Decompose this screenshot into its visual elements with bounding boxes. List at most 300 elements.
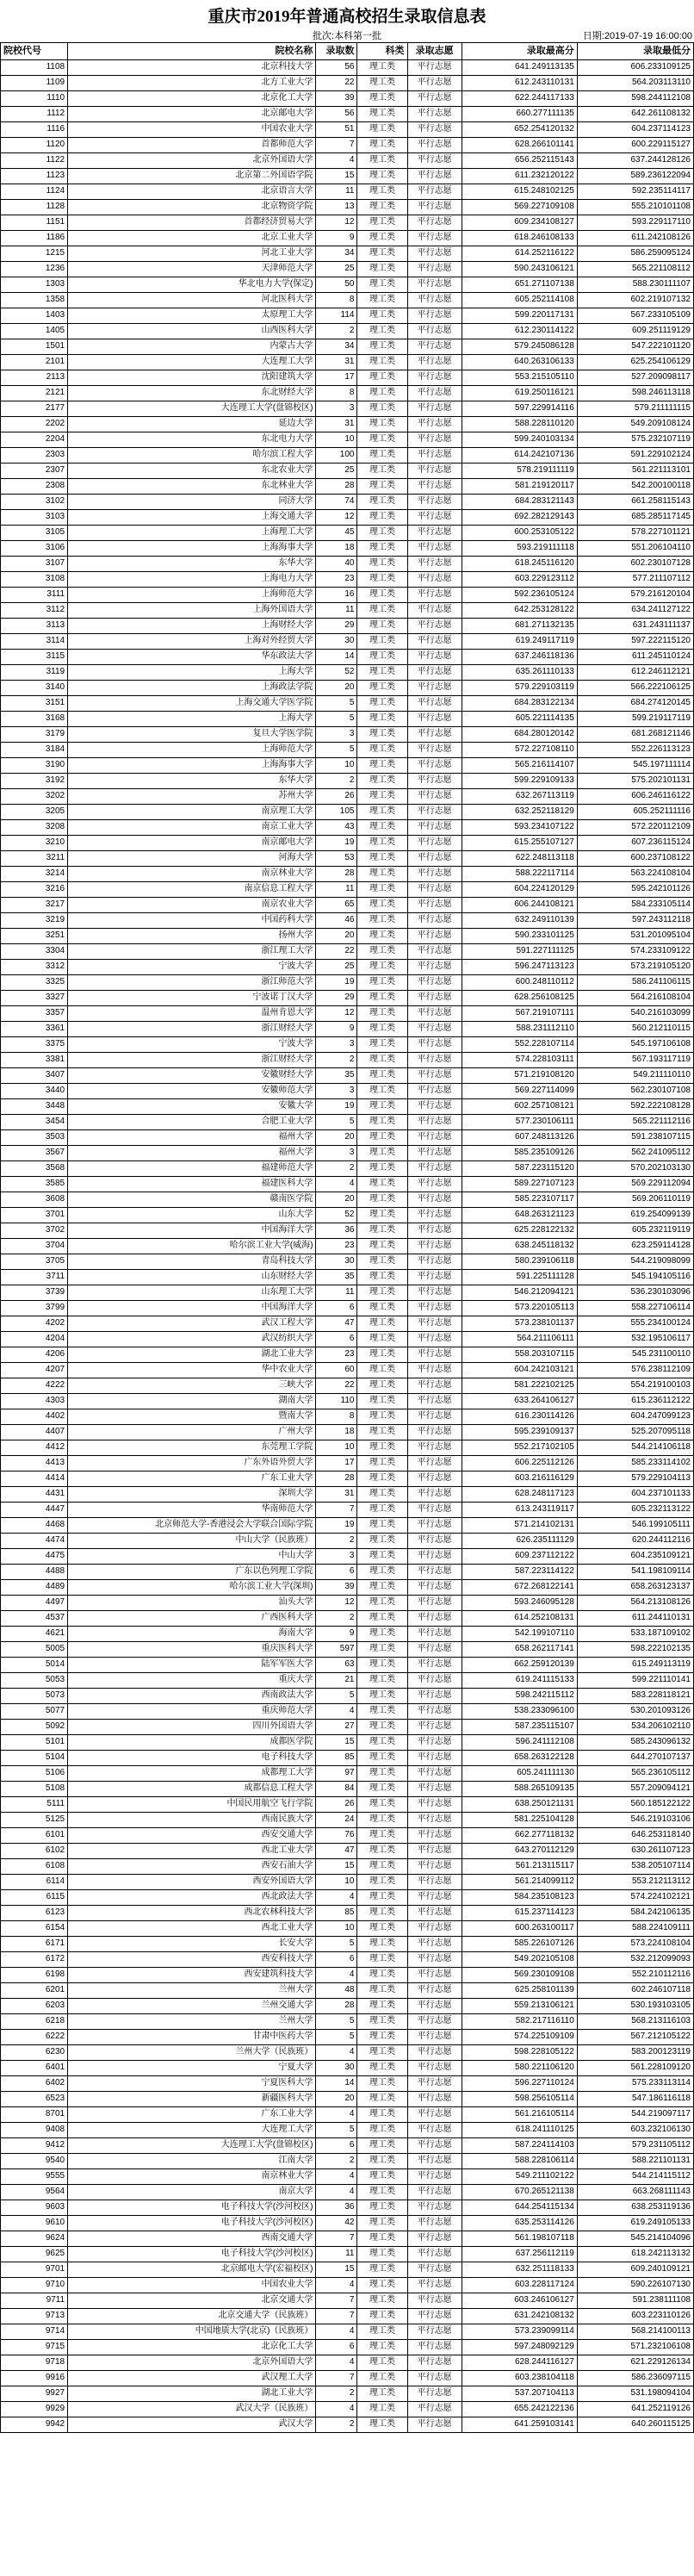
cell-name: 上海财经大学 — [68, 618, 316, 633]
cell-count: 25 — [316, 463, 357, 478]
cell-count: 9 — [316, 1626, 357, 1641]
cell-code: 3114 — [1, 633, 68, 649]
table-row — [1, 2370, 694, 2386]
cell-code: 3205 — [1, 804, 68, 819]
cell-name: 北京交通大学（民族班） — [68, 2308, 316, 2324]
cell-count: 15 — [316, 1734, 357, 1750]
cell-count: 22 — [316, 943, 357, 959]
cell-kind: 理工类 — [357, 2386, 407, 2401]
cell-lowest: 564.216108104 — [577, 990, 693, 1005]
cell-name: 成都理工大学 — [68, 1765, 316, 1781]
table-row — [1, 649, 694, 664]
cell-count: 28 — [316, 1998, 357, 2013]
cell-name: 北方工业大学 — [68, 75, 316, 90]
cell-name: 大连理工大学 — [68, 354, 316, 370]
cell-volunteer: 平行志愿 — [407, 1455, 462, 1471]
cell-name: 上海交通大学医学院 — [68, 695, 316, 711]
cell-count: 19 — [316, 835, 357, 850]
cell-volunteer: 平行志愿 — [407, 1176, 462, 1192]
cell-name: 河海大学 — [68, 850, 316, 866]
cell-kind: 理工类 — [357, 509, 407, 525]
cell-name: 山东财经大学 — [68, 1269, 316, 1285]
cell-name: 河北医科大学 — [68, 292, 316, 308]
cell-highest: 631.242108132 — [462, 2308, 577, 2324]
cell-lowest: 546.199105111 — [577, 1517, 693, 1533]
cell-count: 56 — [316, 59, 357, 75]
cell-name: 湖北工业大学 — [68, 1347, 316, 1362]
cell-volunteer: 平行志愿 — [407, 1905, 462, 1920]
table-row — [1, 835, 694, 850]
cell-count: 2 — [316, 1160, 357, 1176]
table-header-row — [1, 42, 694, 59]
cell-name: 兰州交通大学 — [68, 1998, 316, 2013]
cell-kind: 理工类 — [357, 1471, 407, 1486]
cell-count: 8 — [316, 1409, 357, 1424]
cell-lowest: 600.237108122 — [577, 850, 693, 866]
cell-code: 3568 — [1, 1160, 68, 1176]
table-row — [1, 463, 694, 478]
cell-volunteer: 平行志愿 — [407, 323, 462, 339]
cell-code: 3214 — [1, 866, 68, 881]
cell-lowest: 542.200100118 — [577, 478, 693, 494]
cell-volunteer: 平行志愿 — [407, 819, 462, 835]
cell-volunteer: 平行志愿 — [407, 137, 462, 152]
cell-lowest: 603.232106130 — [577, 2122, 693, 2137]
cell-lowest: 536.230103096 — [577, 1285, 693, 1300]
cell-kind: 理工类 — [357, 1098, 407, 1114]
cell-lowest: 532.212099093 — [577, 1951, 693, 1967]
cell-lowest: 619.249105133 — [577, 2215, 693, 2231]
cell-name: 广东以色列理工学院 — [68, 1564, 316, 1579]
cell-highest: 585.226107126 — [462, 1936, 577, 1951]
cell-name: 重庆大学 — [68, 1672, 316, 1688]
cell-count: 25 — [316, 959, 357, 974]
table-row — [1, 540, 694, 556]
cell-kind: 理工类 — [357, 1750, 407, 1765]
cell-name: 沈阳建筑大学 — [68, 370, 316, 385]
table-row — [1, 1672, 694, 1688]
cell-code: 3112 — [1, 602, 68, 618]
cell-kind: 理工类 — [357, 1719, 407, 1734]
cell-highest: 581.219120117 — [462, 478, 577, 494]
table-row — [1, 1812, 694, 1827]
cell-lowest: 577.211107112 — [577, 571, 693, 587]
cell-lowest: 565.236105112 — [577, 1765, 693, 1781]
cell-highest: 580.221106120 — [462, 2060, 577, 2075]
cell-lowest: 558.227106114 — [577, 1300, 693, 1316]
table-row — [1, 1021, 694, 1036]
cell-highest: 652.254120132 — [462, 121, 577, 137]
cell-volunteer: 平行志愿 — [407, 121, 462, 137]
cell-code: 6102 — [1, 1843, 68, 1858]
cell-count: 12 — [316, 1005, 357, 1021]
cell-count: 47 — [316, 1843, 357, 1858]
cell-name: 西安科技大学 — [68, 1951, 316, 1967]
cell-count: 17 — [316, 1455, 357, 1471]
cell-highest: 564.211106111 — [462, 1331, 577, 1347]
cell-highest: 585.235109126 — [462, 1145, 577, 1160]
cell-code: 3107 — [1, 556, 68, 571]
cell-count: 19 — [316, 1098, 357, 1114]
cell-name: 北京语言大学 — [68, 184, 316, 199]
cell-kind: 理工类 — [357, 1889, 407, 1905]
table-row — [1, 2246, 694, 2262]
cell-lowest: 531.201095104 — [577, 928, 693, 943]
cell-count: 14 — [316, 2075, 357, 2091]
cell-kind: 理工类 — [357, 1688, 407, 1703]
cell-lowest: 547.222101120 — [577, 339, 693, 354]
cell-name: 上海海事大学 — [68, 757, 316, 773]
cell-count: 36 — [316, 1223, 357, 1238]
table-row — [1, 2355, 694, 2370]
cell-count: 4 — [316, 2355, 357, 2370]
cell-name: 东莞理工学院 — [68, 1440, 316, 1455]
cell-highest: 616.230114126 — [462, 1409, 577, 1424]
table-row — [1, 773, 694, 788]
cell-lowest: 591.238111108 — [577, 2293, 693, 2308]
cell-count: 597 — [316, 1641, 357, 1657]
cell-volunteer: 平行志愿 — [407, 1052, 462, 1067]
cell-highest: 615.248102125 — [462, 184, 577, 199]
cell-count: 26 — [316, 788, 357, 804]
cell-lowest: 604.247099123 — [577, 1409, 693, 1424]
cell-name: 华东政法大学 — [68, 649, 316, 664]
cell-highest: 641.259103141 — [462, 2417, 577, 2432]
cell-kind: 理工类 — [357, 184, 407, 199]
cell-highest: 598.228105122 — [462, 2044, 577, 2060]
cell-count: 43 — [316, 819, 357, 835]
cell-count: 35 — [316, 1067, 357, 1083]
cell-volunteer: 平行志愿 — [407, 943, 462, 959]
cell-count: 20 — [316, 680, 357, 695]
cell-code: 6401 — [1, 2060, 68, 2075]
cell-volunteer: 平行志愿 — [407, 2293, 462, 2308]
cell-name: 成都医学院 — [68, 1734, 316, 1750]
cell-highest: 588.228110120 — [462, 416, 577, 432]
cell-name: 兰州大学 — [68, 2013, 316, 2029]
cell-count: 85 — [316, 1750, 357, 1765]
cell-name: 兰州大学 — [68, 1982, 316, 1998]
cell-highest: 651.271107138 — [462, 277, 577, 292]
table-row — [1, 1579, 694, 1595]
cell-highest: 597.229914116 — [462, 401, 577, 416]
table-row — [1, 2324, 694, 2339]
cell-lowest: 612.246112121 — [577, 664, 693, 680]
cell-highest: 567.219107111 — [462, 1005, 577, 1021]
cell-code: 9564 — [1, 2184, 68, 2200]
cell-lowest: 615.249113119 — [577, 1657, 693, 1672]
table-row — [1, 897, 694, 912]
cell-volunteer: 平行志愿 — [407, 1254, 462, 1269]
cell-kind: 理工类 — [357, 1440, 407, 1455]
cell-volunteer: 平行志愿 — [407, 2200, 462, 2215]
table-row — [1, 1145, 694, 1160]
cell-highest: 606.225112126 — [462, 1455, 577, 1471]
cell-kind: 理工类 — [357, 1114, 407, 1129]
cell-name: 武汉工程大学 — [68, 1316, 316, 1331]
cell-kind: 理工类 — [357, 1455, 407, 1471]
cell-kind: 理工类 — [357, 2324, 407, 2339]
cell-code: 3454 — [1, 1114, 68, 1129]
table-row — [1, 1967, 694, 1982]
cell-kind: 理工类 — [357, 1734, 407, 1750]
cell-highest: 582.217116110 — [462, 2013, 577, 2029]
cell-code: 3190 — [1, 757, 68, 773]
cell-highest: 565.216114107 — [462, 757, 577, 773]
table-row — [1, 1889, 694, 1905]
cell-highest: 605.241111130 — [462, 1765, 577, 1781]
cell-kind: 理工类 — [357, 2122, 407, 2137]
cell-volunteer: 平行志愿 — [407, 1238, 462, 1254]
cell-kind: 理工类 — [357, 1796, 407, 1812]
table-row — [1, 1424, 694, 1440]
cell-highest: 561.198107118 — [462, 2231, 577, 2246]
cell-volunteer: 平行志愿 — [407, 152, 462, 168]
table-row — [1, 184, 694, 199]
cell-name: 甘肃中医药大学 — [68, 2029, 316, 2044]
cell-count: 6 — [316, 2339, 357, 2355]
cell-lowest: 553.212113112 — [577, 1874, 693, 1889]
table-row — [1, 230, 694, 246]
cell-kind: 理工类 — [357, 1021, 407, 1036]
cell-count: 4 — [316, 1703, 357, 1719]
cell-name: 四川外国语大学 — [68, 1719, 316, 1734]
cell-count: 23 — [316, 571, 357, 587]
cell-highest: 553.215105110 — [462, 370, 577, 385]
cell-name: 北京科技大学 — [68, 59, 316, 75]
cell-highest: 538.233096100 — [462, 1703, 577, 1719]
cell-kind: 理工类 — [357, 1424, 407, 1440]
cell-count: 2 — [316, 2386, 357, 2401]
cell-highest: 603.229123112 — [462, 571, 577, 587]
cell-highest: 571.214102131 — [462, 1517, 577, 1533]
cell-count: 52 — [316, 1207, 357, 1223]
cell-volunteer: 平行志愿 — [407, 1269, 462, 1285]
cell-volunteer: 平行志愿 — [407, 184, 462, 199]
table-row — [1, 2153, 694, 2168]
table-row — [1, 1936, 694, 1951]
cell-highest: 569.227109108 — [462, 199, 577, 215]
cell-lowest: 588.224109111 — [577, 1920, 693, 1936]
cell-code: 4303 — [1, 1393, 68, 1409]
cell-count: 11 — [316, 184, 357, 199]
batch-label: 批次:本科第一批 — [312, 30, 382, 41]
cell-name: 扬州大学 — [68, 928, 316, 943]
cell-count: 11 — [316, 2246, 357, 2262]
table-row — [1, 1827, 694, 1843]
table-row — [1, 2044, 694, 2060]
cell-code: 1403 — [1, 308, 68, 323]
cell-lowest: 583.228118121 — [577, 1688, 693, 1703]
cell-highest: 552.217102105 — [462, 1440, 577, 1455]
cell-volunteer: 平行志愿 — [407, 1641, 462, 1657]
cell-code: 9540 — [1, 2153, 68, 2168]
cell-lowest: 573.219105120 — [577, 959, 693, 974]
cell-highest: 573.238101137 — [462, 1316, 577, 1331]
cell-code: 5101 — [1, 1734, 68, 1750]
cell-kind: 理工类 — [357, 1874, 407, 1889]
cell-name: 长安大学 — [68, 1936, 316, 1951]
cell-count: 23 — [316, 1238, 357, 1254]
cell-highest: 684.283122134 — [462, 695, 577, 711]
cell-highest: 618.245116120 — [462, 556, 577, 571]
cell-name: 西南民族大学 — [68, 1812, 316, 1827]
cell-name: 东华大学 — [68, 773, 316, 788]
table-row — [1, 726, 694, 742]
cell-name: 西安外国语大学 — [68, 1874, 316, 1889]
cell-volunteer: 平行志愿 — [407, 261, 462, 277]
cell-name: 三峡大学 — [68, 1378, 316, 1393]
cell-kind: 理工类 — [357, 943, 407, 959]
cell-count: 4 — [316, 2184, 357, 2200]
cell-highest: 619.241115133 — [462, 1672, 577, 1688]
cell-count: 5 — [316, 711, 357, 726]
cell-volunteer: 平行志愿 — [407, 1223, 462, 1238]
cell-kind: 理工类 — [357, 1067, 407, 1083]
cell-count: 23 — [316, 1347, 357, 1362]
cell-lowest: 549.209108124 — [577, 416, 693, 432]
cell-count: 13 — [316, 199, 357, 215]
cell-name: 宁夏医科大学 — [68, 2075, 316, 2091]
cell-code: 3325 — [1, 974, 68, 990]
cell-highest: 612.230114122 — [462, 323, 577, 339]
cell-highest: 603.246106127 — [462, 2293, 577, 2308]
cell-kind: 理工类 — [357, 2137, 407, 2153]
table-row — [1, 1781, 694, 1796]
cell-highest: 549.202105108 — [462, 1951, 577, 1967]
cell-lowest: 527.209098117 — [577, 370, 693, 385]
cell-name: 西安石油大学 — [68, 1858, 316, 1874]
cell-kind: 理工类 — [357, 788, 407, 804]
table-row — [1, 1548, 694, 1564]
cell-count: 20 — [316, 928, 357, 943]
cell-lowest: 583.200123119 — [577, 2044, 693, 2060]
cell-code: 3184 — [1, 742, 68, 757]
cell-lowest: 681.268121146 — [577, 726, 693, 742]
table-row — [1, 168, 694, 184]
cell-volunteer: 平行志愿 — [407, 2231, 462, 2246]
cell-count: 18 — [316, 1424, 357, 1440]
cell-count: 8 — [316, 385, 357, 401]
cell-name: 中国药科大学 — [68, 912, 316, 928]
cell-name: 北京交通大学 — [68, 2293, 316, 2308]
cell-name: 南京大学 — [68, 2184, 316, 2200]
cell-count: 2 — [316, 1533, 357, 1548]
cell-count: 20 — [316, 1129, 357, 1145]
cell-count: 12 — [316, 215, 357, 230]
cell-kind: 理工类 — [357, 1486, 407, 1502]
table-row — [1, 881, 694, 897]
cell-highest: 580.239106118 — [462, 1254, 577, 1269]
cell-count: 10 — [316, 1874, 357, 1889]
table-row — [1, 2091, 694, 2106]
cell-kind: 理工类 — [357, 2262, 407, 2277]
cell-code: 9408 — [1, 2122, 68, 2137]
cell-code: 5111 — [1, 1796, 68, 1812]
cell-code: 9603 — [1, 2200, 68, 2215]
cell-highest: 618.241110125 — [462, 2122, 577, 2137]
cell-count: 48 — [316, 1982, 357, 1998]
cell-kind: 理工类 — [357, 1595, 407, 1610]
table-row — [1, 2184, 694, 2200]
cell-volunteer: 平行志愿 — [407, 199, 462, 215]
cell-kind: 理工类 — [357, 2401, 407, 2417]
cell-code: 9714 — [1, 2324, 68, 2339]
cell-highest: 626.235111129 — [462, 1533, 577, 1548]
cell-name: 中国农业大学 — [68, 2277, 316, 2293]
cell-lowest: 598.222102135 — [577, 1641, 693, 1657]
cell-highest: 584.235108123 — [462, 1889, 577, 1905]
cell-lowest: 604.237101133 — [577, 1486, 693, 1502]
cell-count: 84 — [316, 1781, 357, 1796]
cell-code: 3711 — [1, 1269, 68, 1285]
cell-name: 温州肯恩大学 — [68, 1005, 316, 1021]
cell-volunteer: 平行志愿 — [407, 2184, 462, 2200]
cell-code: 1108 — [1, 59, 68, 75]
cell-count: 12 — [316, 509, 357, 525]
cell-code: 4537 — [1, 1610, 68, 1626]
cell-volunteer: 平行志愿 — [407, 2122, 462, 2137]
cell-code: 6230 — [1, 2044, 68, 2060]
cell-kind: 理工类 — [357, 2091, 407, 2106]
cell-code: 3448 — [1, 1098, 68, 1114]
cell-code: 3151 — [1, 695, 68, 711]
cell-name: 宁波大学 — [68, 959, 316, 974]
table-row — [1, 1393, 694, 1409]
cell-code: 1215 — [1, 246, 68, 261]
cell-code: 6108 — [1, 1858, 68, 1874]
cell-code: 3304 — [1, 943, 68, 959]
table-row — [1, 664, 694, 680]
cell-volunteer: 平行志愿 — [407, 974, 462, 990]
cell-volunteer: 平行志愿 — [407, 1362, 462, 1378]
cell-volunteer: 平行志愿 — [407, 215, 462, 230]
cell-highest: 581.225104128 — [462, 1812, 577, 1827]
cell-code: 4202 — [1, 1316, 68, 1331]
cell-lowest: 566.222106125 — [577, 680, 693, 695]
table-row — [1, 680, 694, 695]
table-row — [1, 1223, 694, 1238]
cell-code: 3168 — [1, 711, 68, 726]
cell-highest: 628.248117123 — [462, 1486, 577, 1502]
cell-name: 河北工业大学 — [68, 246, 316, 261]
cell-count: 15 — [316, 168, 357, 184]
cell-kind: 理工类 — [357, 850, 407, 866]
cell-count: 5 — [316, 695, 357, 711]
cell-count: 85 — [316, 1905, 357, 1920]
cell-volunteer: 平行志愿 — [407, 2153, 462, 2168]
cell-count: 53 — [316, 850, 357, 866]
cell-count: 45 — [316, 525, 357, 540]
cell-kind: 理工类 — [357, 75, 407, 90]
cell-kind: 理工类 — [357, 711, 407, 726]
cell-volunteer: 平行志愿 — [407, 401, 462, 416]
cell-kind: 理工类 — [357, 649, 407, 664]
cell-code: 8701 — [1, 2106, 68, 2122]
cell-name: 南京工业大学 — [68, 819, 316, 835]
cell-lowest: 544.219097117 — [577, 2106, 693, 2122]
cell-highest: 593.219111118 — [462, 540, 577, 556]
cell-lowest: 646.253118140 — [577, 1827, 693, 1843]
cell-volunteer: 平行志愿 — [407, 2106, 462, 2122]
table-row — [1, 478, 694, 494]
column-header-lowest: 录取最低分 — [577, 42, 693, 59]
cell-kind: 理工类 — [357, 819, 407, 835]
cell-count: 5 — [316, 2029, 357, 2044]
cell-count: 20 — [316, 2091, 357, 2106]
cell-kind: 理工类 — [357, 1005, 407, 1021]
cell-lowest: 619.254099139 — [577, 1207, 693, 1223]
